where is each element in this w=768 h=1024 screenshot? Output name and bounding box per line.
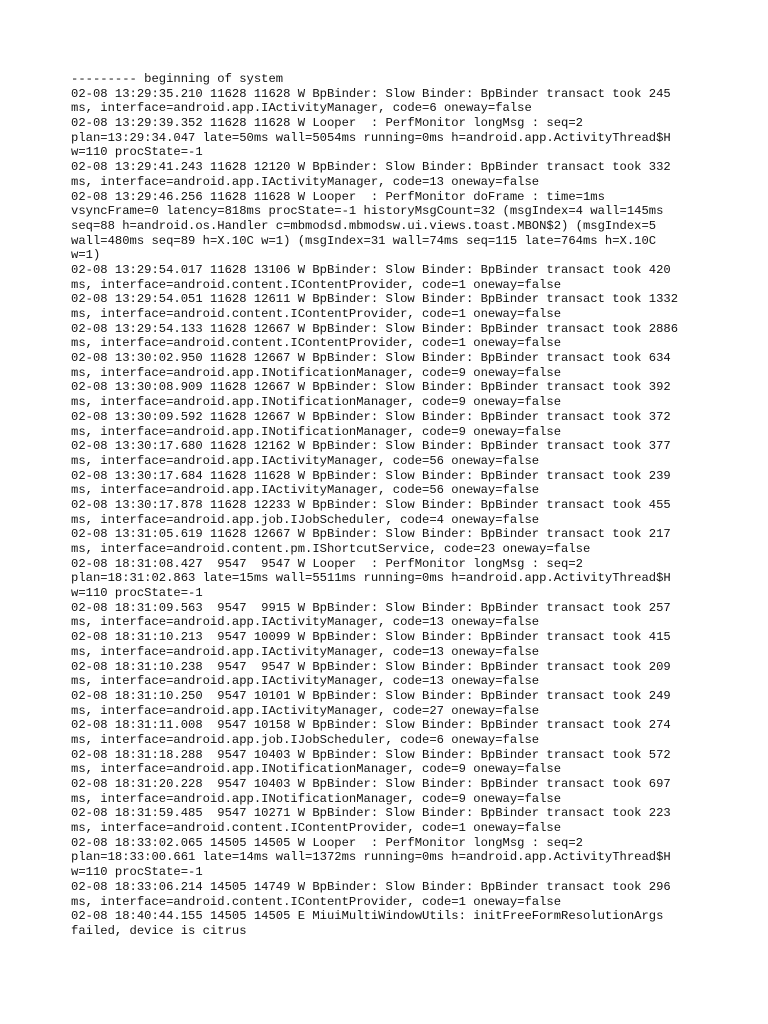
log-line: 02-08 13:29:41.243 11628 12120 W BpBinder: Slow Binder: BpBinder transact took 332 — [71, 160, 671, 175]
log-line: ms, interface=android.app.IActivityManager, code=56 oneway=false — [71, 483, 540, 498]
log-line: 02-08 13:29:54.017 11628 13106 W BpBinder: Slow Binder: BpBinder transact took 420 — [71, 262, 671, 277]
log-line: ms, interface=android.content.IContentProvider, code=1 oneway=false — [71, 307, 562, 321]
log-line: 02-08 18:40:44.155 14505 14505 E MiuiMultiWindowUtils: initFreeFormResolutionArgs — [71, 909, 664, 924]
log-line: 02-08 18:33:06.214 14505 14749 W BpBinder: Slow Binder: BpBinder transact took 296 — [71, 879, 671, 894]
log-document — [71, 72, 711, 939]
log-line: ms, interface=android.app.INotificationManager, code=9 oneway=false — [71, 762, 562, 777]
log-line: plan=18:33:00.661 late=14ms wall=1372ms running=0ms h=android.app.ActivityThread$H — [71, 850, 671, 865]
log-line: ms, interface=android.content.pm.IShortcutService, code=23 oneway=false — [71, 542, 591, 556]
log-line: ms, interface=android.app.job.IJobScheduler, code=6 oneway=false — [71, 732, 540, 747]
log-line: failed, device is citrus — [71, 923, 247, 938]
log-line: plan=18:31:02.863 late=15ms wall=5511ms running=0ms h=android.app.ActivityThread$H — [71, 571, 671, 586]
log-line: plan=13:29:34.047 late=50ms wall=5054ms running=0ms h=android.app.ActivityThread$H — [71, 130, 671, 145]
log-line: seq=88 h=android.os.Handler c=mbmodsd.mbmodsw.ui.views.toast.MBON$2) (msgIndex=5 — [71, 218, 657, 233]
log-line: vsyncFrame=0 latency=818ms procState=-1 historyMsgCount=32 (msgIndex=4 wall=145ms — [71, 204, 664, 219]
log-line: 02-08 13:31:05.619 11628 12667 W BpBinder: Slow Binder: BpBinder transact took 217 — [71, 527, 671, 542]
log-line: 02-08 13:29:35.210 11628 11628 W BpBinder: Slow Binder: BpBinder transact took 245 — [71, 86, 671, 101]
log-line: w=110 procState=-1 — [71, 145, 203, 160]
log-line: 02-08 13:30:17.680 11628 12162 W BpBinder: Slow Binder: BpBinder transact took 377 — [71, 439, 671, 454]
log-line: ms, interface=android.app.INotificationManager, code=9 oneway=false — [71, 424, 562, 439]
log-line: w=110 procState=-1 — [71, 865, 203, 880]
log-line: ms, interface=android.app.IActivityManager, code=13 oneway=false — [71, 615, 540, 630]
log-line: 02-08 13:29:46.256 11628 11628 W Looper : PerfMonitor doFrame : time=1ms — [71, 189, 605, 204]
log-line: 02-08 18:31:18.288 9547 10403 W BpBinder: Slow Binder: BpBinder transact took 572 — [71, 747, 671, 762]
log-line: ms, interface=android.app.INotificationManager, code=9 oneway=false — [71, 365, 562, 380]
log-line: 02-08 13:29:39.352 11628 11628 W Looper : PerfMonitor longMsg : seq=2 — [71, 116, 583, 131]
log-line: w=1) — [71, 248, 101, 263]
log-line: 02-08 13:30:09.592 11628 12667 W BpBinder: Slow Binder: BpBinder transact took 372 — [71, 409, 671, 424]
log-line: ms, interface=android.app.IActivityManager, code=6 oneway=false — [71, 101, 532, 116]
log-line: w=110 procState=-1 — [71, 586, 203, 601]
log-line: ms, interface=android.content.IContentProvider, code=1 oneway=false — [71, 336, 562, 351]
log-line: 02-08 18:31:09.563 9547 9915 W BpBinder: Slow Binder: BpBinder transact took 257 — [71, 600, 671, 615]
log-line: 02-08 18:31:59.485 9547 10271 W BpBinder: Slow Binder: BpBinder transact took 223 — [71, 806, 671, 821]
log-line: ms, interface=android.app.IActivityManager, code=13 oneway=false — [71, 174, 540, 189]
log-line: ms, interface=android.app.IActivityManager, code=13 oneway=false — [71, 674, 540, 689]
log-line: ms, interface=android.app.INotificationManager, code=9 oneway=false — [71, 791, 562, 806]
log-line: ms, interface=android.content.IContentProvider, code=1 oneway=false — [71, 277, 562, 292]
log-line: ms, interface=android.app.IActivityManager, code=56 oneway=false — [71, 453, 540, 468]
log-line: 02-08 13:30:02.950 11628 12667 W BpBinder: Slow Binder: BpBinder transact took 634 — [71, 351, 671, 366]
log-line: 02-08 13:29:54.133 11628 12667 W BpBinder: Slow Binder: BpBinder transact took 2886 — [71, 321, 679, 336]
log-line: --------- beginning of system — [71, 72, 284, 86]
log-line: 02-08 18:31:11.008 9547 10158 W BpBinder: Slow Binder: BpBinder transact took 274 — [71, 718, 671, 733]
log-line: ms, interface=android.app.job.IJobScheduler, code=4 oneway=false — [71, 512, 540, 527]
log-lines — [71, 72, 711, 939]
log-line: ms, interface=android.app.IActivityManager, code=27 oneway=false — [71, 703, 540, 718]
log-line: wall=480ms seq=89 h=X.10C w=1) (msgIndex=31 wall=74ms seq=115 late=764ms h=X.10C — [71, 233, 657, 248]
log-line: 02-08 13:30:17.684 11628 11628 W BpBinder: Slow Binder: BpBinder transact took 239 — [71, 468, 671, 483]
log-line: ms, interface=android.content.IContentProvider, code=1 oneway=false — [71, 821, 562, 836]
log-line: 02-08 13:30:08.909 11628 12667 W BpBinder: Slow Binder: BpBinder transact took 392 — [71, 380, 671, 395]
log-line: 02-08 18:31:10.250 9547 10101 W BpBinder: Slow Binder: BpBinder transact took 249 — [71, 688, 671, 703]
log-line: 02-08 18:31:08.427 9547 9547 W Looper : PerfMonitor longMsg : seq=2 — [71, 556, 583, 571]
log-line: ms, interface=android.app.IActivityManager, code=13 oneway=false — [71, 644, 540, 659]
log-line: 02-08 18:31:10.238 9547 9547 W BpBinder: Slow Binder: BpBinder transact took 209 — [71, 659, 671, 674]
log-line: 02-08 18:31:20.228 9547 10403 W BpBinder: Slow Binder: BpBinder transact took 697 — [71, 777, 671, 791]
log-line: 02-08 13:29:54.051 11628 12611 W BpBinder: Slow Binder: BpBinder transact took 1332 — [71, 292, 679, 307]
log-line: 02-08 13:30:17.878 11628 12233 W BpBinder: Slow Binder: BpBinder transact took 455 — [71, 497, 671, 512]
log-line: ms, interface=android.app.INotificationManager, code=9 oneway=false — [71, 395, 562, 410]
log-line: 02-08 18:33:02.065 14505 14505 W Looper : PerfMonitor longMsg : seq=2 — [71, 835, 583, 850]
log-line: ms, interface=android.content.IContentProvider, code=1 oneway=false — [71, 894, 562, 909]
log-line: 02-08 18:31:10.213 9547 10099 W BpBinder: Slow Binder: BpBinder transact took 415 — [71, 630, 671, 645]
